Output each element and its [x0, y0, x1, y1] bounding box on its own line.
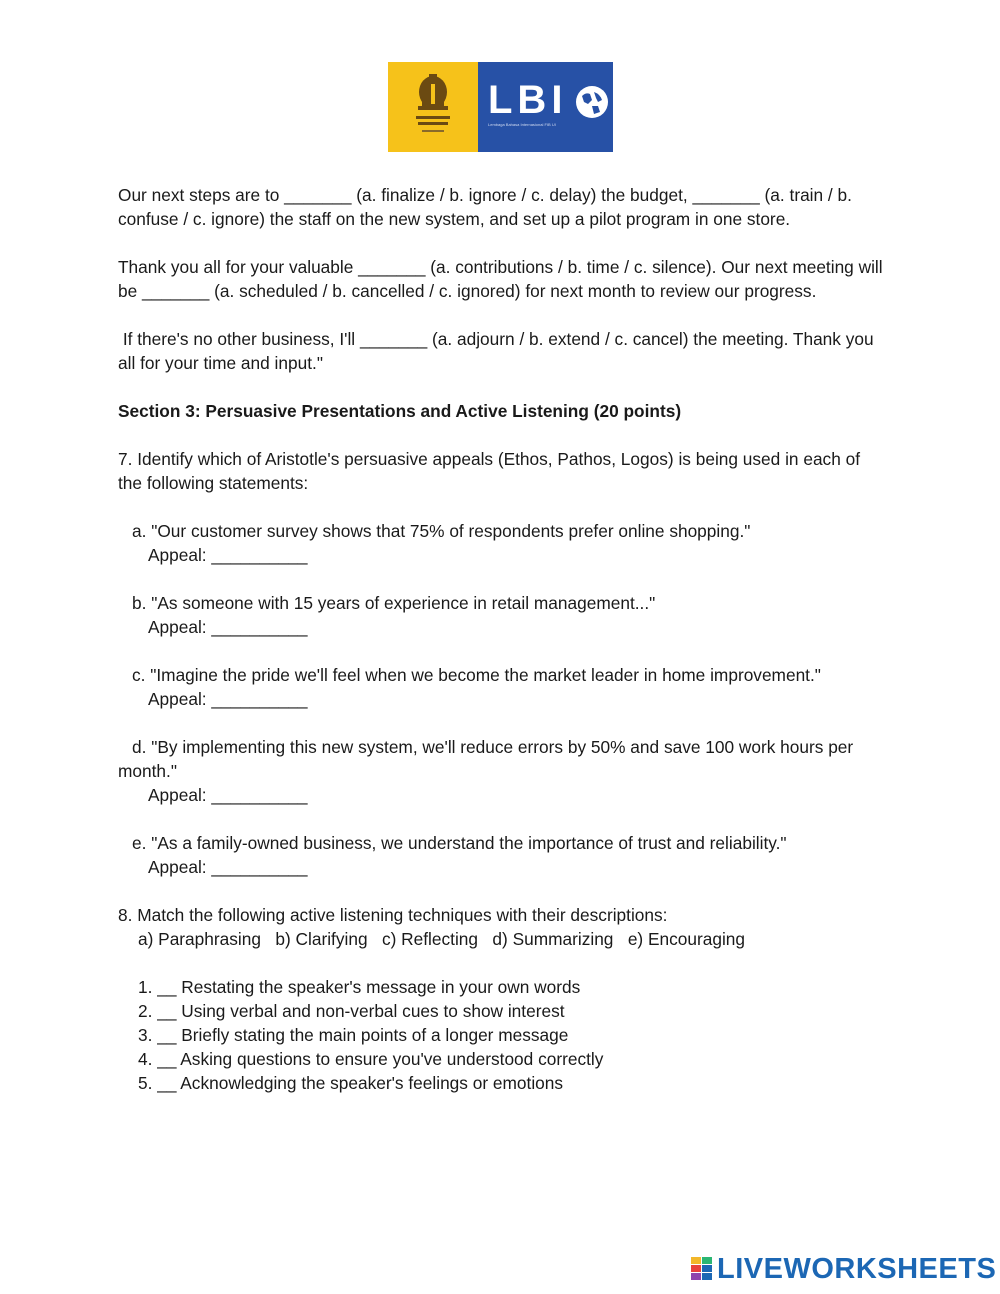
globe-icon — [574, 84, 610, 120]
question-8-prompt: 8. Match the following active listening techniques with their descriptions: — [118, 905, 668, 925]
lbi-logo-text: LBI — [488, 78, 568, 122]
paragraph-thank-you: Thank you all for your valuable _______ (a. contributions / b. time / c. silence). Our next meeting will be _______ (a. scheduled / b. cancelled / c. ignored) for next month to review our progress. — [118, 257, 883, 301]
liveworksheets-logo-icon — [691, 1257, 713, 1281]
statement-text: a. "Our customer survey shows that 75% of respondents prefer online shopping." — [132, 521, 751, 541]
lbi-logo — [478, 62, 613, 152]
appeal-blank[interactable]: Appeal: __________ — [148, 617, 308, 637]
list-item[interactable]: 4. __ Asking questions to ensure you've understood correctly — [138, 1049, 604, 1069]
section-title: Section 3: Persuasive Presentations and Active Listening (20 points) — [118, 401, 682, 421]
liveworksheets-brand: LIVEWORKSHEETS — [717, 1252, 997, 1285]
question-7-item-e — [118, 831, 888, 879]
list-item[interactable]: 5. __ Acknowledging the speaker's feelings or emotions — [138, 1073, 564, 1093]
statement-text: b. "As someone with 15 years of experience in retail management..." — [132, 593, 656, 613]
worksheet-content — [118, 183, 888, 1095]
statement-text: e. "As a family-owned business, we understand the importance of trust and reliability." — [132, 833, 787, 853]
question-7-prompt: 7. Identify which of Aristotle's persuasive appeals (Ethos, Pathos, Logos) is being used in each of the following statements: — [118, 449, 861, 493]
question-8-options: a) Paraphrasing b) Clarifying c) Reflecting d) Summarizing e) Encouraging — [138, 929, 746, 949]
list-item[interactable]: 2. __ Using verbal and non-verbal cues to show interest — [138, 1001, 565, 1021]
paragraph-next-steps: Our next steps are to _______ (a. finalize / b. ignore / c. delay) the budget, _______ (a. train / b. confuse / c. ignore) the staff on the new system, and set up a pilot program in one store. — [118, 185, 852, 229]
list-item[interactable]: 1. __ Restating the speaker's message in your own words — [138, 977, 581, 997]
liveworksheets-footer — [691, 1252, 996, 1286]
appeal-blank[interactable]: Appeal: __________ — [148, 785, 308, 805]
appeal-blank[interactable]: Appeal: __________ — [148, 545, 308, 565]
question-8 — [118, 903, 888, 1095]
header-logo — [388, 62, 613, 152]
list-item[interactable]: 3. __ Briefly stating the main points of a longer message — [138, 1025, 569, 1045]
appeal-blank[interactable]: Appeal: __________ — [148, 689, 308, 709]
makara-emblem-icon — [388, 62, 478, 152]
statement-text: c. "Imagine the pride we'll feel when we become the market leader in home improvement." — [132, 665, 821, 685]
lbi-logo-subtitle: Lembaga Bahasa Internasional FIB UI — [488, 122, 556, 127]
question-7-item-b — [118, 591, 888, 639]
statement-text: d. "By implementing this new system, we'll reduce errors by 50% and save 100 work hours per month." — [118, 737, 854, 781]
appeal-blank[interactable]: Appeal: __________ — [148, 857, 308, 877]
question-8-list — [118, 975, 888, 1095]
paragraph-adjourn: If there's no other business, I'll _______ (a. adjourn / b. extend / c. cancel) the meeting. Thank you all for your time and input." — [118, 329, 879, 373]
question-7-item-d — [118, 735, 888, 807]
university-logo — [388, 62, 478, 152]
question-7-item-c — [118, 663, 888, 711]
question-7-item-a — [118, 519, 888, 567]
